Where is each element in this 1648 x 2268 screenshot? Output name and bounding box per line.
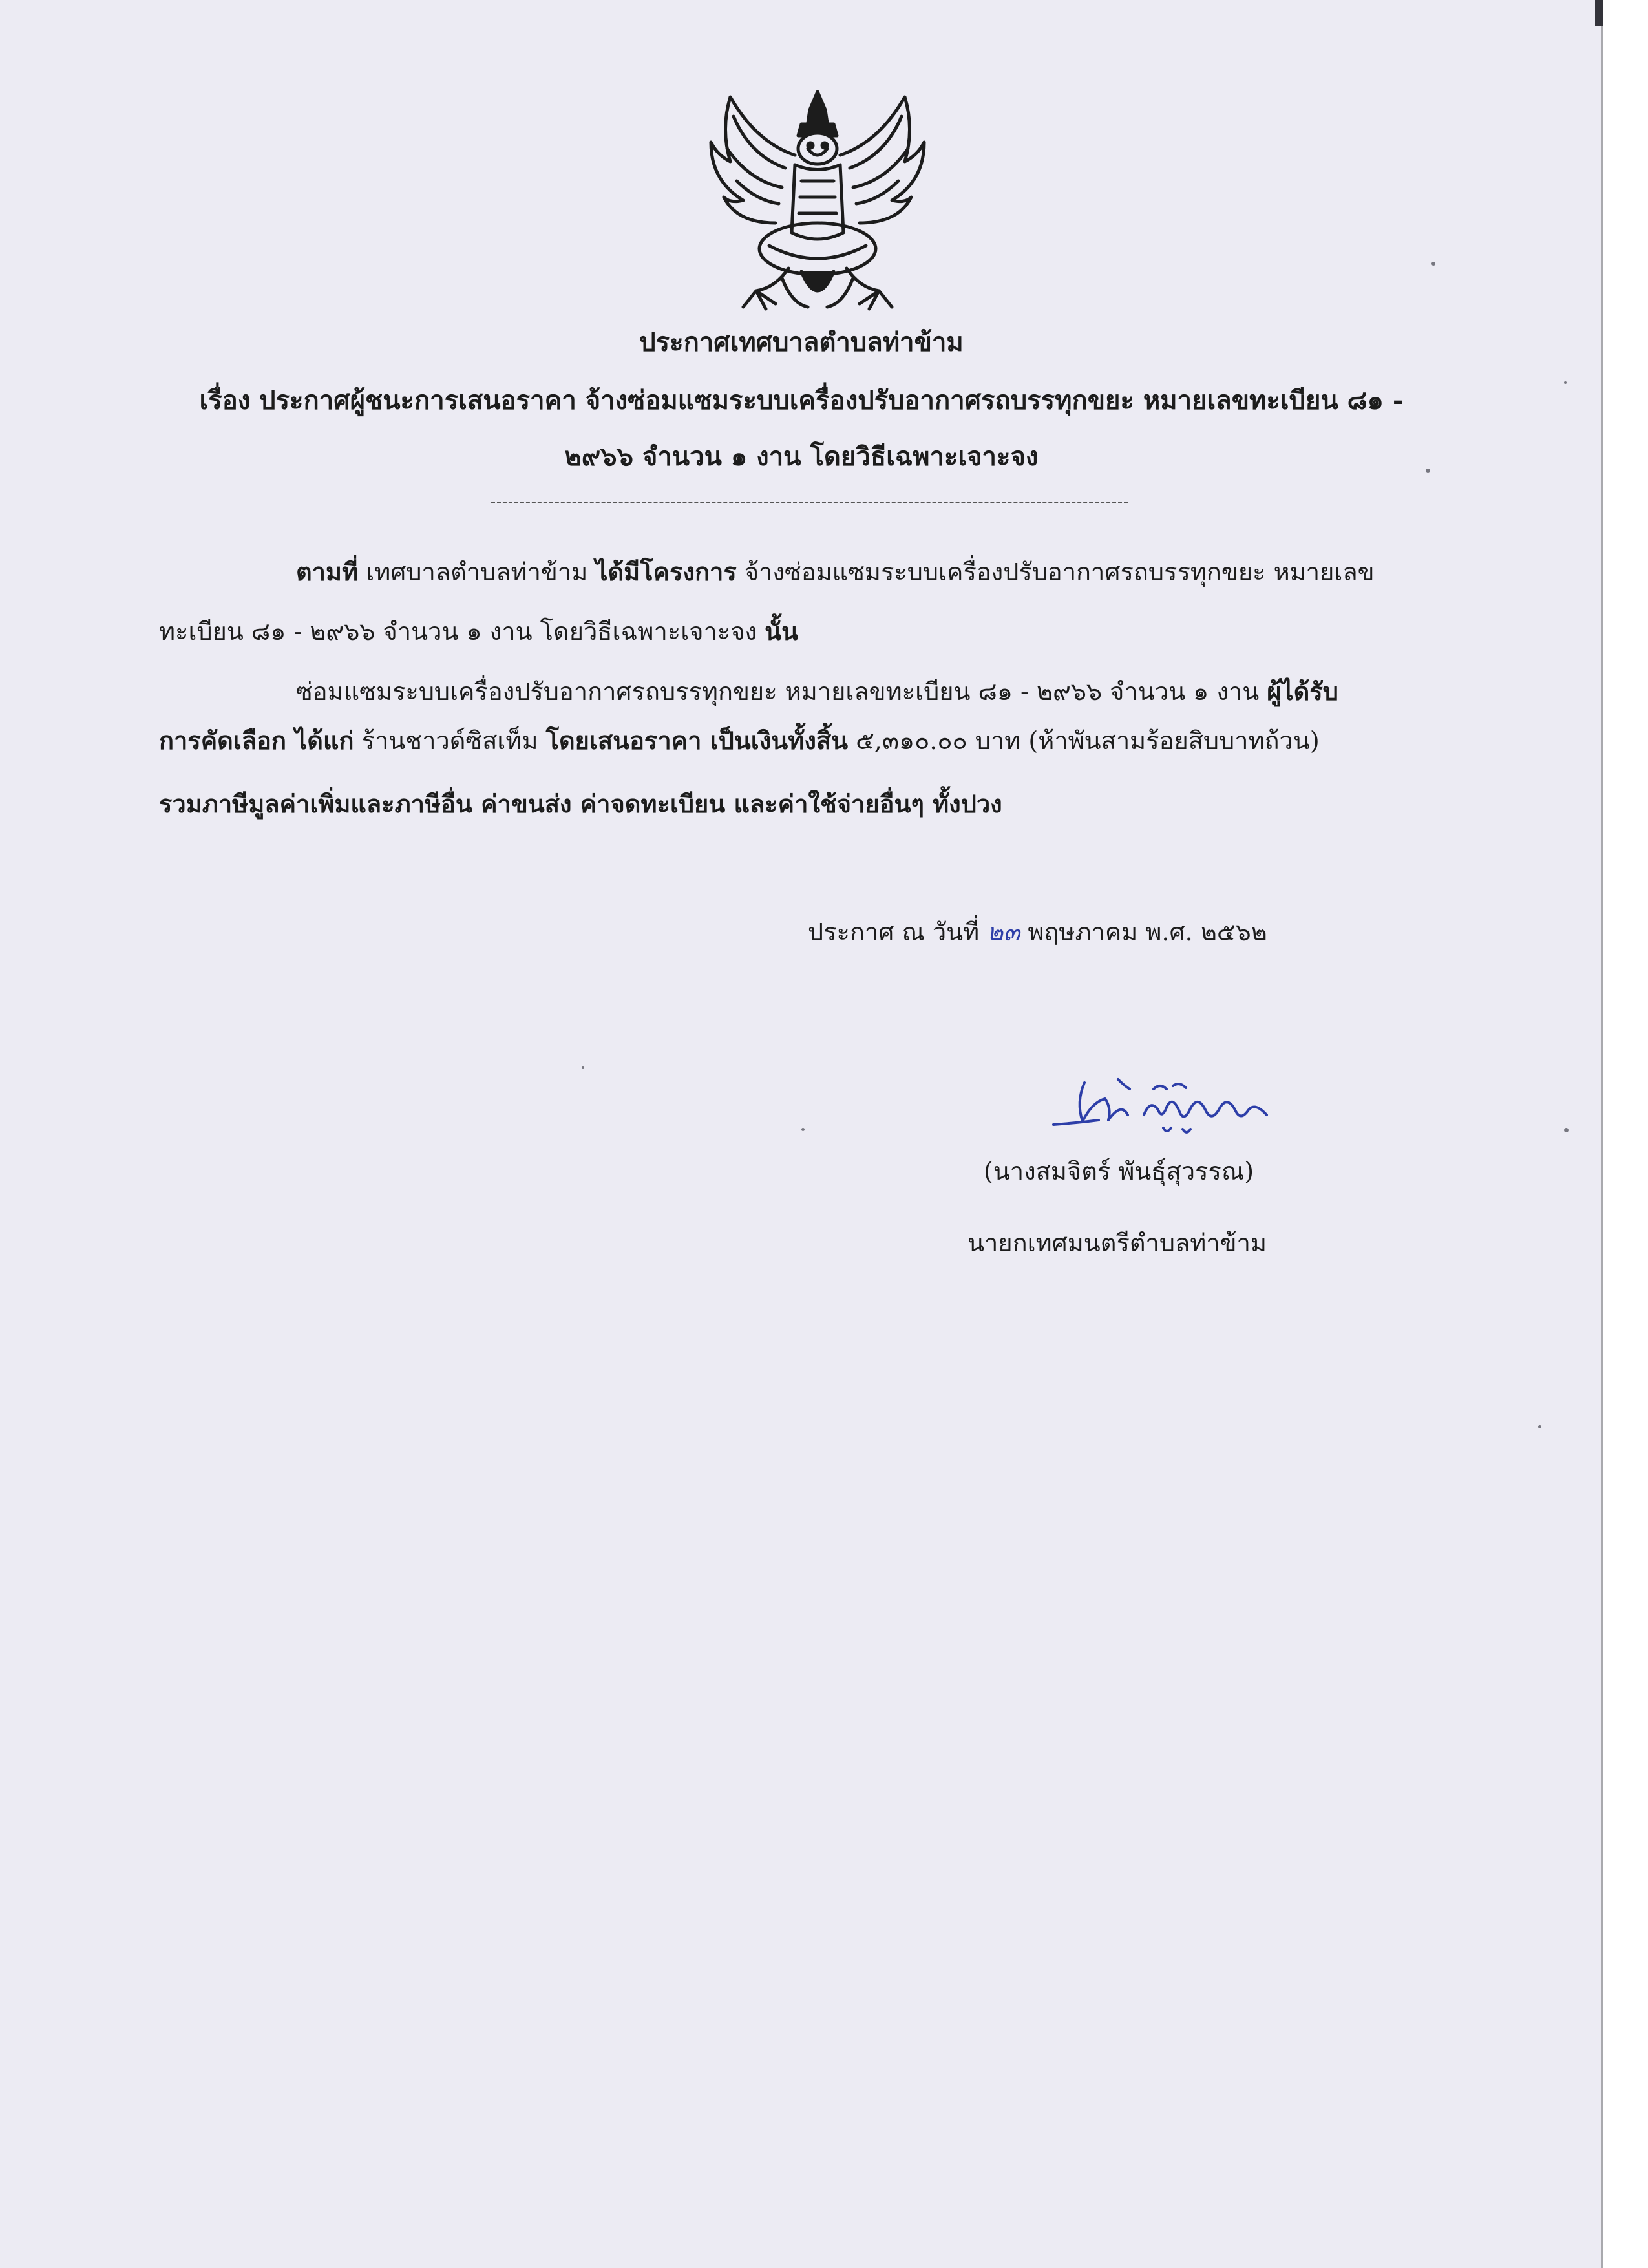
text-segment: ซ่อมแซมระบบเครื่องปรับอากาศรถบรรทุกขยะ หมายเลขทะเบียน ๘๑ - ๒๙๖๖ จำนวน ๑ งาน — [296, 677, 1267, 706]
text-segment: ทะเบียน ๘๑ - ๒๙๖๖ จำนวน ๑ งาน โดยวิธีเฉพาะเจาะจง — [159, 617, 765, 646]
text-segment: ตามที่ — [296, 557, 359, 586]
text-segment: การคัดเลือก ได้แก่ — [159, 726, 354, 755]
scan-edge-mark — [1595, 0, 1603, 26]
scan-speck — [1564, 1128, 1569, 1132]
scan-speck — [1426, 469, 1430, 473]
paragraph-1-line-2 — [159, 612, 798, 651]
scan-border — [1601, 0, 1648, 2268]
announcement-title: ประกาศเทศบาลตำบลท่าข้าม — [639, 327, 964, 357]
garuda-emblem-icon — [704, 84, 931, 317]
text-segment: ๕,๓๑๐.๐๐ บาท (ห้าพันสามร้อยสิบบาทถ้วน) — [848, 726, 1320, 755]
scan-speck — [1538, 1425, 1541, 1428]
signer-position: นายกเทศมนตรีตำบลท่าข้าม — [967, 1229, 1267, 1257]
dashed-divider — [491, 502, 1128, 503]
handwritten-signature — [1047, 1063, 1280, 1141]
paragraph-2-line-1 — [296, 672, 1338, 711]
subject-line-1: เรื่อง ประกาศผู้ชนะการเสนอราคา จ้างซ่อมแซมระบบเครื่องปรับอากาศรถบรรทุกขยะ หมายเลขทะเบียน ๘๑ - — [199, 385, 1404, 416]
scan-speck — [582, 1066, 584, 1069]
date-prefix: ประกาศ ณ วันที่ — [808, 918, 988, 946]
text-segment: ผู้ได้รับ — [1267, 677, 1338, 706]
scan-speck — [1431, 262, 1435, 266]
text-segment: นั้น — [765, 617, 799, 646]
scan-speck — [1564, 381, 1567, 384]
text-segment: เทศบาลตำบลท่าข้าม — [358, 558, 596, 586]
text-segment: จ้างซ่อมแซมระบบเครื่องปรับอากาศรถบรรทุกขยะ หมายเลข — [736, 558, 1375, 586]
date-suffix: พฤษภาคม พ.ศ. ๒๕๖๒ — [1020, 918, 1267, 946]
announcement-date — [808, 913, 1267, 951]
paragraph-2-line-2 — [159, 721, 1320, 760]
scan-speck — [801, 1128, 805, 1131]
text-segment: ร้านชาวด์ซิสเท็ม — [354, 726, 546, 755]
text-segment: ได้มีโครงการ — [595, 557, 737, 586]
text-segment: โดยเสนอราคา เป็นเงินทั้งสิ้น — [545, 726, 849, 755]
subject-line-2: ๒๙๖๖ จำนวน ๑ งาน โดยวิธีเฉพาะเจาะจง — [564, 441, 1039, 472]
handwritten-day: ๒๓ — [987, 918, 1020, 946]
paragraph-1-line-1 — [296, 553, 1375, 591]
signer-name: (นางสมจิตร์ พันธุ์สุวรรณ) — [984, 1157, 1254, 1185]
paragraph-2-line-3: รวมภาษีมูลค่าเพิ่มและภาษีอื่น ค่าขนส่ง ค่าจดทะเบียน และค่าใช้จ่ายอื่นๆ ทั้งปวง — [159, 789, 1002, 818]
